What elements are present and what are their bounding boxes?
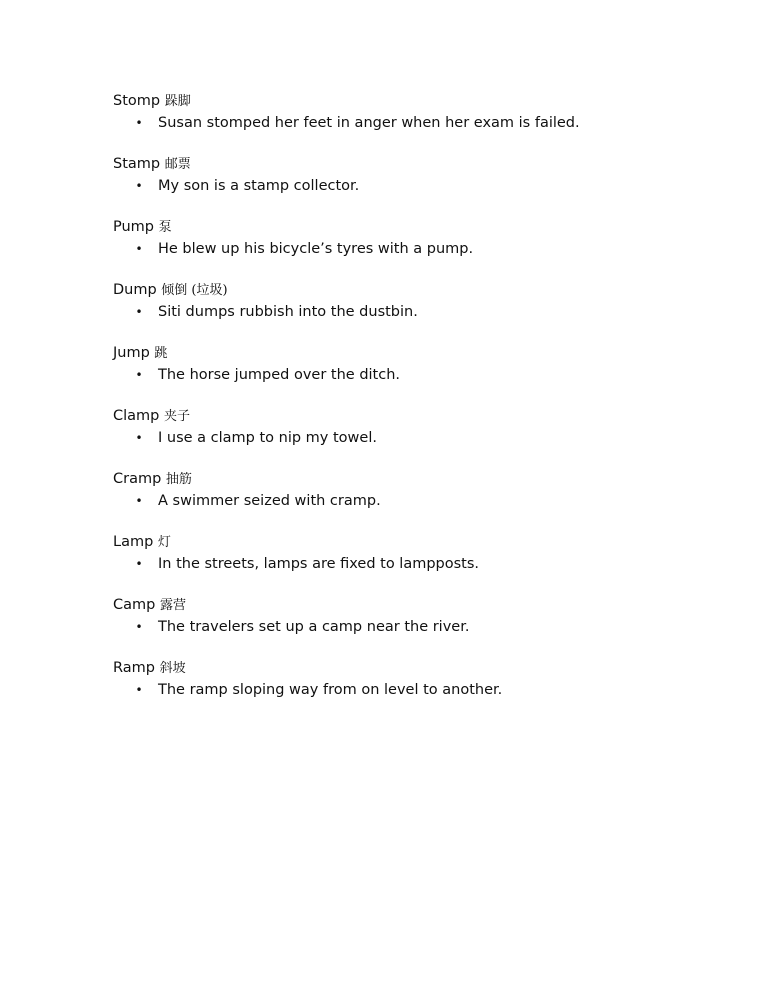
example-sentence: The travelers set up a camp near the river. xyxy=(158,619,470,635)
example-item xyxy=(113,239,713,260)
vocab-heading xyxy=(113,468,713,491)
vocab-word: Clamp xyxy=(113,408,160,424)
bullet-icon: • xyxy=(135,116,143,130)
example-item xyxy=(113,365,713,386)
bullet-icon: • xyxy=(135,683,143,697)
example-sentence: The ramp sloping way from on level to another. xyxy=(158,682,503,698)
bullet-icon: • xyxy=(135,179,143,193)
vocabulary-list xyxy=(113,90,713,720)
example-item xyxy=(113,113,713,134)
vocab-word: Pump xyxy=(113,219,155,235)
example-sentence: He blew up his bicycle’s tyres with a pump. xyxy=(158,241,474,257)
example-sentence: A swimmer seized with cramp. xyxy=(158,493,381,509)
example-item xyxy=(113,617,713,638)
vocab-heading xyxy=(113,657,713,680)
vocab-heading xyxy=(113,405,713,428)
vocab-translation: 倾倒 (垃圾) xyxy=(161,283,228,298)
vocab-entry-lamp xyxy=(113,531,713,594)
bullet-icon: • xyxy=(135,242,143,256)
example-item xyxy=(113,428,713,449)
vocab-translation: 泵 xyxy=(158,220,172,235)
vocab-word: Stomp xyxy=(113,93,161,109)
example-sentence: Susan stomped her feet in anger when her exam is failed. xyxy=(158,115,580,131)
bullet-icon: • xyxy=(135,557,143,571)
bullet-icon: • xyxy=(135,368,143,382)
vocab-entry-stomp xyxy=(113,90,713,153)
example-sentence: Siti dumps rubbish into the dustbin. xyxy=(158,304,418,320)
vocab-word: Camp xyxy=(113,597,156,613)
vocab-translation: 跳 xyxy=(154,346,168,361)
vocab-entry-dump xyxy=(113,279,713,342)
vocab-translation: 灯 xyxy=(157,535,171,550)
example-sentence: My son is a stamp collector. xyxy=(158,178,360,194)
bullet-icon: • xyxy=(135,620,143,634)
vocab-word: Ramp xyxy=(113,660,155,676)
example-sentence: The horse jumped over the ditch. xyxy=(158,367,401,383)
vocab-heading xyxy=(113,342,713,365)
vocab-heading xyxy=(113,153,713,176)
example-item xyxy=(113,680,713,701)
vocab-entry-cramp xyxy=(113,468,713,531)
example-sentence: I use a clamp to nip my towel. xyxy=(158,430,377,446)
vocab-word: Lamp xyxy=(113,534,154,550)
vocab-translation: 抽筋 xyxy=(165,472,192,487)
vocab-word: Dump xyxy=(113,282,157,298)
vocab-translation: 跺脚 xyxy=(164,94,191,109)
example-item xyxy=(113,176,713,197)
vocab-translation: 斜坡 xyxy=(159,661,186,676)
vocab-heading xyxy=(113,216,713,239)
vocab-heading xyxy=(113,90,713,113)
vocab-entry-clamp xyxy=(113,405,713,468)
vocab-entry-stamp xyxy=(113,153,713,216)
vocab-word: Jump xyxy=(113,345,150,361)
vocab-word: Cramp xyxy=(113,471,162,487)
example-sentence: In the streets, lamps are fixed to lampposts. xyxy=(158,556,480,572)
vocab-word: Stamp xyxy=(113,156,161,172)
bullet-icon: • xyxy=(135,305,143,319)
vocab-translation: 邮票 xyxy=(164,157,191,172)
vocab-heading xyxy=(113,594,713,617)
example-item xyxy=(113,554,713,575)
vocab-entry-pump xyxy=(113,216,713,279)
vocab-translation: 露营 xyxy=(159,598,186,613)
vocab-entry-ramp xyxy=(113,657,713,720)
example-item xyxy=(113,491,713,512)
vocab-entry-camp xyxy=(113,594,713,657)
bullet-icon: • xyxy=(135,494,143,508)
vocab-entry-jump xyxy=(113,342,713,405)
bullet-icon: • xyxy=(135,431,143,445)
vocab-heading xyxy=(113,531,713,554)
example-item xyxy=(113,302,713,323)
vocab-translation: 夹子 xyxy=(163,409,190,424)
vocab-heading xyxy=(113,279,713,302)
